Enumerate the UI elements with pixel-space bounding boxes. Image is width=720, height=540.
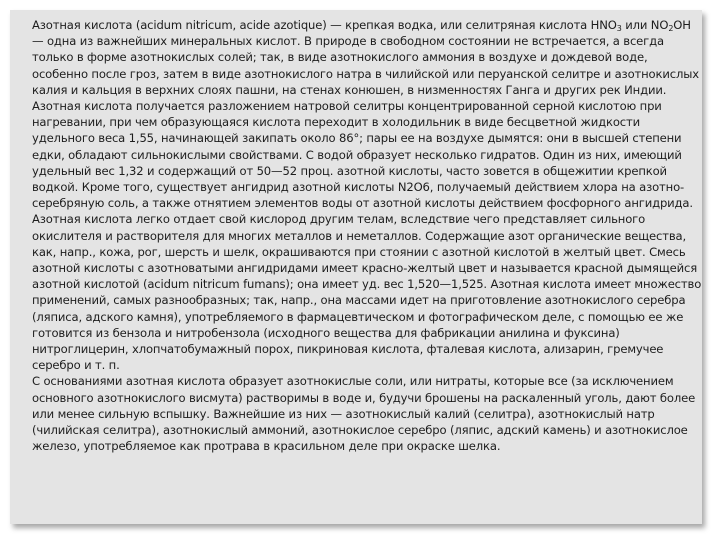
paragraph-2: С основаниями азотная кислота образует азотнокислые соли, или нитраты, которые все (за исключением основного азотнокислого висмута) растворимы в воде и, будучи брошены на раскаленный уголь, дают более или менее сильную вспышку. Важнейшие из них — азотнокислый калий (селитра), азотнокислый натр (чилийская селитра), азотнокислый аммоний, азотнокислое серебро (ляпис, адский камень) и азотнокислое железо, употребляемое как протрава в красильном деле при окраске шелка. [32,374,696,454]
paragraph-1-part-2: или NO [621,18,669,32]
document-text [32,17,704,454]
paragraph-1 [32,17,704,373]
paragraph-1-part-1: Азотная кислота (acidum nitricum, acide azotique) — крепкая водка, или селитряная кислота HNO [32,18,617,32]
subscript-3: 3 [616,24,622,33]
subscript-2: 2 [668,24,674,33]
document-page [10,10,702,524]
paragraph-1-part-3: OH — одна из важнейших минеральных кислот. В природе в свободном состоянии не встречается, а всегда только в форме азотнокислых солей; так, в виде азотнокислого аммония в воздухе и дождевой воде, особенно после гроз, затем в виде азотнокислого натра в чилийской или перуанской селитре и азотнокислых калия и кальция в верхних слоях пашни, на стенах конюшен, в низменностях Ганга и других рек Индии. Азотная кислота получается разложением натровой селитры концентрированной серной кислотою при нагревании, при чем образующаяся кислота переходит в холодильник в виде бесцветной жидкости удельного веса 1,55, начинающей закипать около 86°; пары ее на воздухе дымятся: они в высшей степени едки, обладают сильнокислыми свойствами. С водой образует несколько гидратов. Один из них, имеющий удельный вес 1,32 и содержащий от 50—52 проц. азотной кислоты, часто зовется в общежитии крепкой водкой. Кроме того, существует ангидрид азотной кислоты N2O6, получаемый действием хлора на азотно-серебряную соль, а также отнятием элементов воды от азотной кислоты действием фосфорного ангидрида. Азотная кислота легко отдает свой кислород другим телам, вследствие чего представляет сильного окислителя и растворителя для многих металлов и неметаллов. Содержащие азот органические вещества, как, напр., кожа, рог, шерсть и шелк, окрашиваются при стоянии с азотной кислотой в желтый цвет. Смесь азотной кислоты с азотноватыми ангидридами имеет красно-желтый цвет и называется красной дымящейся азотной кислотой (acidum nitricum fumans); она имеет уд. вес 1,520—1,525. Азотная кислота имеет множество применений, самых разнообразных; так, напр., она массами идет на приготовление азотнокислого серебра (ляписа, адского камня), употребляемого в фармацевтическом и фотографическом деле, с помощью ее же готовится из бензола и нитробензола (исходного вещества для фабрикации анилина и фуксина) нитроглицерин, хлопчатобумажный порох, пикриновая кислота, фталевая кислота, ализарин, гремучее серебро и т. п. [32,18,702,373]
